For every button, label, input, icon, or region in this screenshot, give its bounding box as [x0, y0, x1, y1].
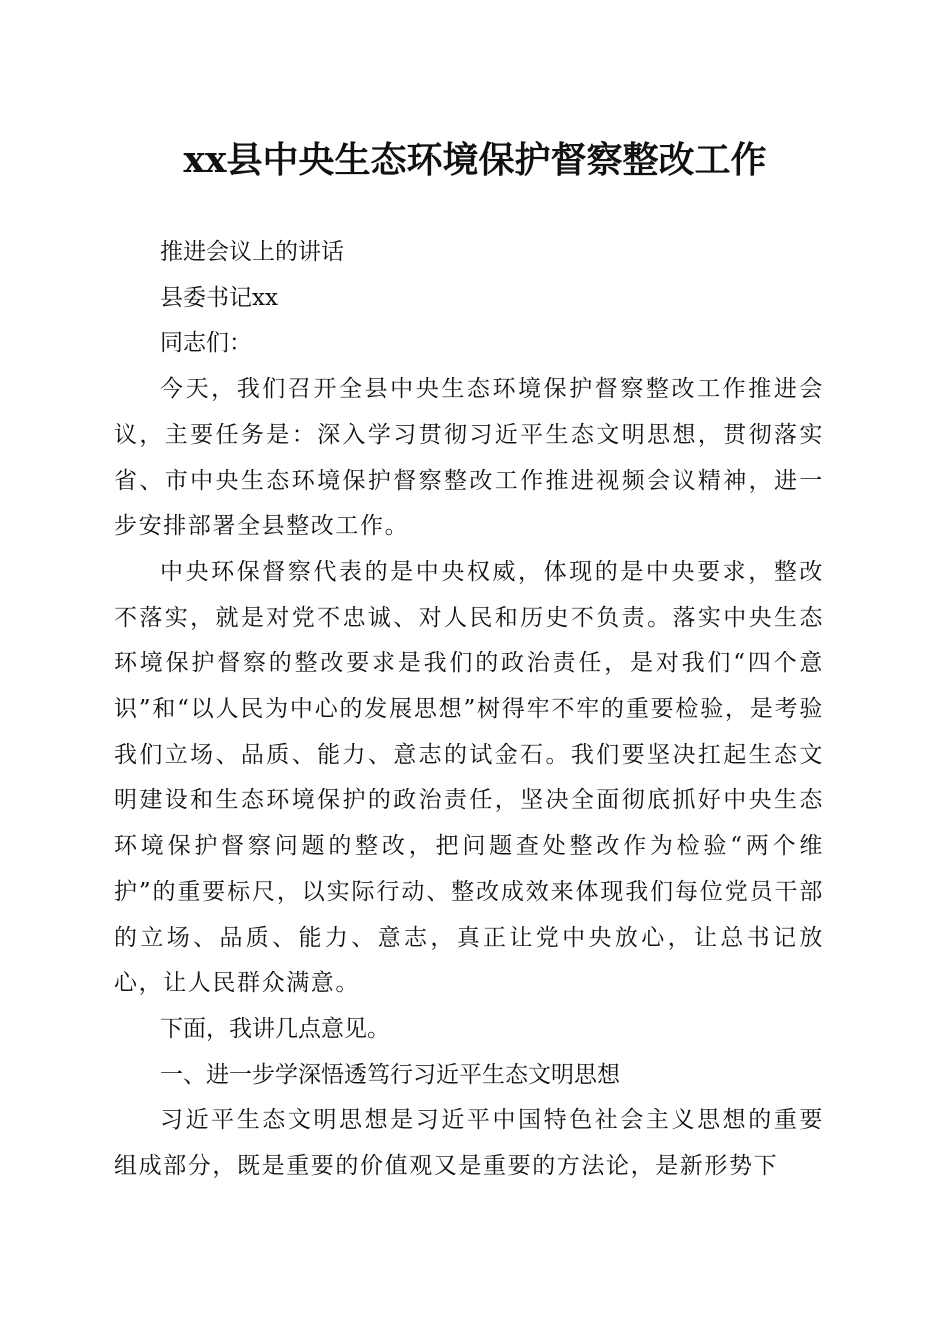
document-body [114, 230, 824, 1190]
salutation: 同志们： [160, 330, 252, 357]
document-title: xx县中央生态环境保护督察整改工作 [183, 139, 767, 181]
paragraph-section-one: 习近平生态文明思想是习近平中国特色社会主义思想的重要组成部分，既是重要的价值观又是重要的方法论，是新形势下 [114, 1107, 824, 1180]
paragraph-transition: 下面，我讲几点意见。 [160, 1015, 390, 1042]
speaker-line: 县委书记xx [160, 284, 278, 311]
section-heading: 一、进一步学深悟透笃行习近平生态文明思想 [160, 1061, 620, 1088]
speech-subtitle: 推进会议上的讲话 [160, 239, 344, 265]
paragraph-intro: 今天，我们召开全县中央生态环境保护督察整改工作推进会议，主要任务是：深入学习贯彻习近平生态文明思想，贯彻落实省、市中央生态环境保护督察整改工作推进视频会议精神，进一步安排部署全县整改工作。 [114, 376, 824, 540]
paragraph-supervision: 中央环保督察代表的是中央权威，体现的是中央要求，整改不落实，就是对党不忠诚、对人民和历史不负责。落实中央生态环境保护督察的整改要求是我们的政治责任，是对我们“四个意识”和“以人民为中心的发展思想”树得牢不牢的重要检验，是考验我们立场、品质、能力、意志的试金石。我们要坚决扛起生态文明建设和生态环境保护的政治责任，坚决全面彻底抓好中央生态环境保护督察问题的整改，把问题查处整改作为检验“两个维护”的重要标尺，以实际行动、整改成效来体现我们每位党员干部的立场、品质、能力、意志，真正让党中央放心，让总书记放心，让人民群众满意。 [114, 558, 824, 997]
